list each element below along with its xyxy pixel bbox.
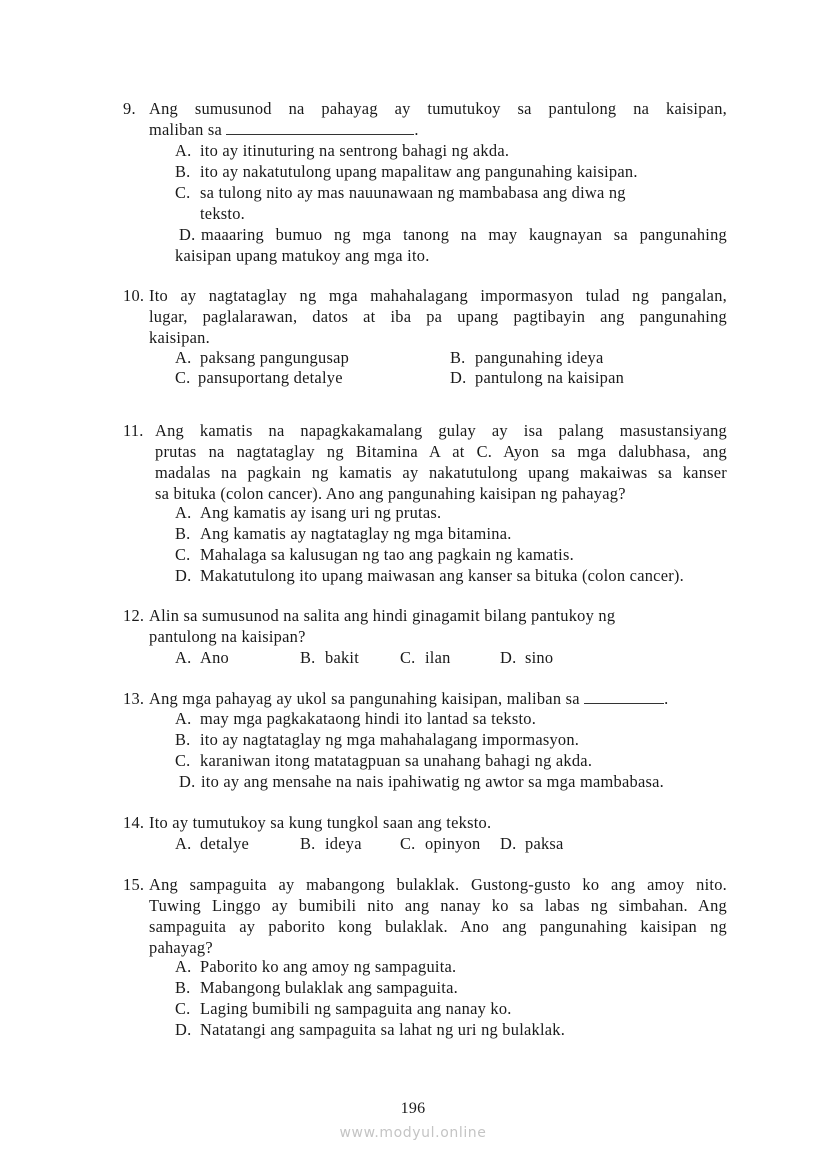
option-text: Mahalaga sa kalusugan ng tao ang pagkain ng kamatis. xyxy=(200,545,574,564)
option-label: A. xyxy=(175,348,192,367)
option-label: C. xyxy=(175,751,191,770)
option-label: B. xyxy=(175,162,191,181)
option-label: D. xyxy=(179,225,196,244)
watermark: www.modyul.online xyxy=(339,1125,487,1141)
question-stem-line: pantulong na kaisipan? xyxy=(149,627,306,646)
option-text: ideya xyxy=(325,834,362,853)
option-label: D. xyxy=(450,368,467,387)
option-text: Mabangong bulaklak ang sampaguita. xyxy=(200,978,458,997)
stem-period: . xyxy=(414,120,419,139)
option-text: detalye xyxy=(200,834,250,853)
option-text: pansuportang detalye xyxy=(198,368,343,387)
option-text: opinyon xyxy=(425,834,481,853)
option-text: Makatutulong ito upang maiwasan ang kanser sa bituka (colon cancer). xyxy=(200,566,684,585)
stem-period: . xyxy=(664,689,669,708)
option-label: A. xyxy=(175,834,192,853)
option-text: ito ay nakatutulong upang mapalitaw ang pangunahing kaisipan. xyxy=(200,162,638,181)
question-stem-line: madalas na pagkain ng kamatis ay nakatutulong upang makaiwas sa kanser xyxy=(155,463,727,482)
option-label: C. xyxy=(175,999,191,1018)
option-text: may mga pagkakataong hindi ito lantad sa teksto. xyxy=(200,709,537,728)
option-label: D. xyxy=(175,566,192,585)
option-text: kaisipan upang matukoy ang mga ito. xyxy=(175,246,430,265)
question-stem-line: sampaguita ay paborito kong bulaklak. Ano ang pangunahing kaisipan ng xyxy=(149,917,727,936)
answer-blank xyxy=(584,689,664,704)
question-stem-line xyxy=(149,688,669,709)
option-text: karaniwan itong matatagpuan sa unahang bahagi ng akda. xyxy=(200,751,593,770)
question-number: 9. xyxy=(123,99,136,118)
option-text: ilan xyxy=(425,648,451,667)
option-label: B. xyxy=(450,348,466,367)
question-stem-line: sa bituka (colon cancer). Ano ang pangunahing kaisipan ng pahayag? xyxy=(155,484,626,503)
question-stem-line: Alin sa sumusunod na salita ang hindi ginagamit bilang pantukoy ng xyxy=(149,606,616,625)
option-text: sino xyxy=(525,648,554,667)
option-text: paksa xyxy=(525,834,564,853)
option-text: sa tulong nito ay mas nauunawaan ng mambabasa ang diwa ng xyxy=(200,183,626,202)
option-label: C. xyxy=(175,183,191,202)
option-label: A. xyxy=(175,709,192,728)
option-text: Ang kamatis ay isang uri ng prutas. xyxy=(200,503,442,522)
option-text: Natatangi ang sampaguita sa lahat ng uri ng bulaklak. xyxy=(200,1020,566,1039)
question-stem-line: Ang sampaguita ay mabangong bulaklak. Gustong-gusto ko ang amoy nito. xyxy=(149,875,727,894)
option-text: maaaring bumuo ng mga tanong na may kaugnayan sa pangunahing xyxy=(201,225,727,244)
question-number: 11. xyxy=(123,421,144,440)
option-label: C. xyxy=(400,648,416,667)
option-label: C. xyxy=(400,834,416,853)
option-label: D. xyxy=(500,648,517,667)
answer-blank xyxy=(226,120,414,135)
option-label: A. xyxy=(175,141,192,160)
question-stem-line: Ang sumusunod na pahayag ay tumutukoy sa pantulong na kaisipan, xyxy=(149,99,727,118)
option-text: pangunahing ideya xyxy=(475,348,604,367)
option-text: ito ay itinuturing na sentrong bahagi ng akda. xyxy=(200,141,510,160)
option-label: A. xyxy=(175,957,192,976)
question-number: 13. xyxy=(123,689,145,708)
option-label: A. xyxy=(175,503,192,522)
question-stem-line: Tuwing Linggo ay bumibili nito ang nanay ko sa labas ng simbahan. Ang xyxy=(149,896,727,915)
option-label: D. xyxy=(175,1020,192,1039)
question-number: 10. xyxy=(123,286,145,305)
question-stem-line: lugar, paglalarawan, datos at iba pa upang pagtibayin ang pangunahing xyxy=(149,307,727,326)
question-stem-line: prutas na nagtataglay ng Bitamina A at C. Ayon sa mga dalubhasa, ang xyxy=(155,442,727,461)
option-text: Paborito ko ang amoy ng sampaguita. xyxy=(200,957,457,976)
option-text: Ang kamatis ay nagtataglay ng mga bitamina. xyxy=(200,524,512,543)
option-label: D. xyxy=(500,834,517,853)
option-text: teksto. xyxy=(200,204,245,223)
question-number: 15. xyxy=(123,875,145,894)
option-text: ito ay nagtataglay ng mga mahahalagang impormasyon. xyxy=(200,730,580,749)
option-label: B. xyxy=(300,648,316,667)
option-text: Laging bumibili ng sampaguita ang nanay ko. xyxy=(200,999,512,1018)
stem-text: maliban sa xyxy=(149,120,227,139)
option-text: pantulong na kaisipan xyxy=(475,368,625,387)
option-text: ito ay ang mensahe na nais ipahiwatig ng awtor sa mga mambabasa. xyxy=(201,772,664,791)
question-stem-line xyxy=(149,119,419,140)
question-stem-line: pahayag? xyxy=(149,938,213,957)
question-stem-line: Ito ay tumutukoy sa kung tungkol saan ang teksto. xyxy=(149,813,492,832)
option-label: C. xyxy=(175,368,191,387)
option-label: D. xyxy=(179,772,196,791)
stem-text: Ang mga pahayag ay ukol sa pangunahing kaisipan, maliban sa xyxy=(149,689,585,708)
option-label: B. xyxy=(175,978,191,997)
option-text: paksang pangungusap xyxy=(200,348,350,367)
page-number: 196 xyxy=(400,1100,426,1117)
option-label: A. xyxy=(175,648,192,667)
option-label: B. xyxy=(300,834,316,853)
question-stem-line: Ang kamatis na napagkakamalang gulay ay isa palang masustansiyang xyxy=(155,421,727,440)
question-number: 12. xyxy=(123,606,145,625)
option-label: B. xyxy=(175,730,191,749)
option-label: B. xyxy=(175,524,191,543)
option-text: bakit xyxy=(325,648,360,667)
question-stem-line: Ito ay nagtataglay ng mga mahahalagang impormasyon tulad ng pangalan, xyxy=(149,286,727,305)
question-number: 14. xyxy=(123,813,145,832)
option-label: C. xyxy=(175,545,191,564)
question-stem-line: kaisipan. xyxy=(149,328,210,347)
option-text: Ano xyxy=(200,648,229,667)
